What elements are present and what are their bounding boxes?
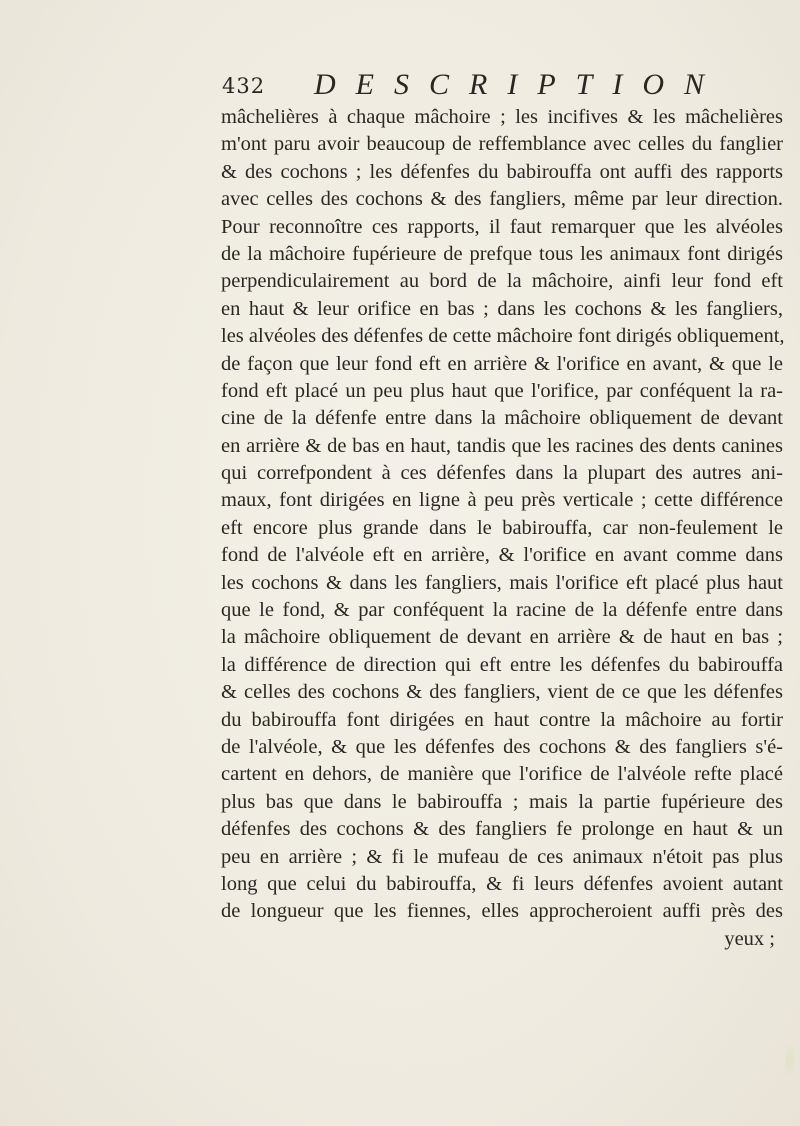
text-line: du babirouffa font dirigées en haut contre la mâchoire au fortir bbox=[221, 708, 783, 731]
text-line: maux, font dirigées en ligne à peu près verticale ; cette différence bbox=[221, 489, 783, 512]
paper-stain bbox=[786, 1040, 794, 1080]
text-line: & des cochons ; les défenfes du babirouffa ont auffi des rapports bbox=[221, 160, 783, 183]
page-number: 432 bbox=[222, 74, 266, 98]
text-line: de façon que leur fond eft en arrière & l'orifice en avant, & que le bbox=[221, 352, 783, 375]
text-line: la différence de direction qui eft entre les défenfes du babirouffa bbox=[221, 653, 783, 676]
text-line: Pour reconnoître ces rapports, il faut remarquer que les alvéoles bbox=[221, 215, 783, 238]
body-text bbox=[221, 104, 783, 953]
text-line: & celles des cochons & des fangliers, vient de ce que les défenfes bbox=[221, 681, 783, 704]
text-line: mâchelières à chaque mâchoire ; les incifives & les mâchelières bbox=[221, 106, 783, 128]
text-line: les alvéoles des défenfes de cette mâchoire font dirigés obliquement, bbox=[221, 325, 785, 348]
text-line: la mâchoire obliquement de devant en arrière & de haut en bas ; bbox=[221, 626, 783, 649]
running-head: DESCRIPTION bbox=[314, 68, 724, 101]
text-line: m'ont paru avoir beaucoup de reffemblance avec celles du fanglier bbox=[221, 133, 783, 156]
text-line: cine de la défenfe entre dans la mâchoire obliquement de devant bbox=[221, 407, 783, 430]
text-line: perpendiculairement au bord de la mâchoire, ainfi leur fond eft bbox=[221, 270, 783, 293]
text-line: de la mâchoire fupérieure de prefque tous les animaux font dirigés bbox=[221, 242, 783, 265]
text-line: long que celui du babirouffa, & fi leurs défenfes avoient autant bbox=[221, 872, 783, 895]
catchword: yeux ; bbox=[724, 927, 775, 950]
text-line: défenfes des cochons & des fangliers fe prolonge en haut & un bbox=[221, 818, 783, 841]
text-line: que le fond, & par conféquent la racine de la défenfe entre dans bbox=[221, 599, 783, 622]
text-line: les cochons & dans les fangliers, mais l'orifice eft placé plus haut bbox=[221, 571, 783, 594]
text-line: cartent en dehors, de manière que l'orifice de l'alvéole refte placé bbox=[221, 763, 783, 786]
text-line: avec celles des cochons & des fangliers, même par leur direction. bbox=[221, 188, 783, 211]
text-line: en arrière & de bas en haut, tandis que les racines des dents canines bbox=[221, 434, 783, 457]
text-line: eft encore plus grande dans le babirouffa, car non-feulement le bbox=[221, 516, 783, 539]
text-line: fond de l'alvéole eft en arrière, & l'orifice en avant comme dans bbox=[221, 544, 783, 567]
page-header bbox=[222, 68, 782, 102]
text-line: de longueur que les fiennes, elles approcheroient auffi près des bbox=[221, 900, 783, 923]
text-line: plus bas que dans le babirouffa ; mais la partie fupérieure des bbox=[221, 790, 783, 813]
text-line: de l'alvéole, & que les défenfes des cochons & des fangliers s'é- bbox=[221, 735, 783, 758]
text-line: qui correfpondent à ces défenfes dans la plupart des autres ani- bbox=[221, 462, 783, 485]
text-line: peu en arrière ; & fi le mufeau de ces animaux n'étoit pas plus bbox=[221, 845, 783, 868]
text-line: en haut & leur orifice en bas ; dans les cochons & les fangliers, bbox=[221, 297, 783, 320]
text-line: fond eft placé un peu plus haut que l'orifice, par conféquent la ra- bbox=[221, 379, 783, 402]
